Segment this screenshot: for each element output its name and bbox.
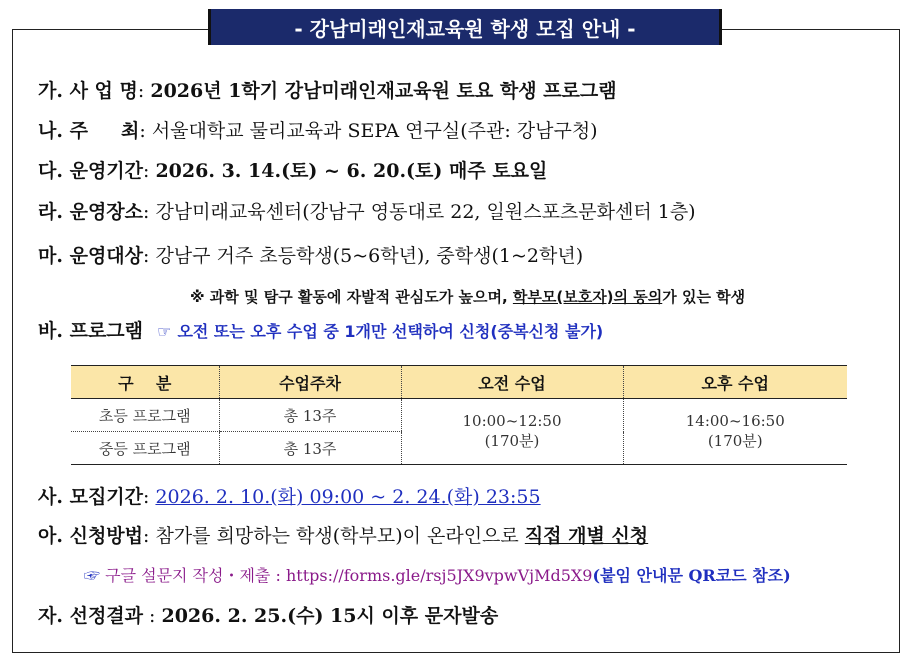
item-apply-method: 아. 신청방법: 참가를 희망하는 학생(학부모)이 온라인으로 직접 개별 신청: [38, 525, 649, 547]
form-prefix: 구글 설문지 작성・제출 :: [105, 566, 286, 585]
item-target: 마. 운영대상: 강남구 거주 초등학생(5~6학년), 중학생(1~2학년): [38, 245, 584, 267]
pm-time: 14:00~16:50: [685, 412, 785, 430]
note-text: ※ 과학 및 탐구 활동에 자발적 관심도가 높으며,: [190, 288, 513, 306]
item-value: 2026. 2. 25.(수) 15시 이후 문자발송: [161, 605, 499, 627]
target-note: [190, 286, 745, 307]
cell-division: 초등 프로그램: [71, 399, 219, 432]
item-business-name: 가. 사 업 명: 2026년 1학기 강남미래인재교육원 토요 학생 프로그램: [38, 80, 617, 102]
schedule-table: [71, 365, 847, 465]
item-label: 가. 사 업 명: [38, 80, 138, 102]
am-duration: (170분): [484, 432, 540, 450]
header-weeks: 수업주차: [219, 366, 401, 399]
form-url-link[interactable]: https://forms.gle/rsj5JX9vpwVjMd5X9: [285, 566, 593, 585]
item-label: 아. 신청방법: [38, 525, 143, 547]
pm-duration: (170분): [707, 432, 763, 450]
item-organizer: 나. 주 최: 서울대학교 물리교육과 SEPA 연구실(주관: 강남구청): [38, 120, 598, 142]
form-line: [84, 563, 791, 589]
cell-am: [401, 399, 623, 465]
item-label: 바. 프로그램: [38, 320, 143, 342]
cell-pm: [623, 399, 847, 465]
item-label: 다. 운영기간: [38, 160, 143, 182]
item-result: 자. 선정결과 : 2026. 2. 25.(수) 15시 이후 문자발송: [38, 605, 499, 627]
item-label: 나. 주 최: [38, 120, 140, 142]
item-value: 2026. 2. 10.(화) 09:00 ~ 2. 24.(화) 23:55: [155, 486, 541, 508]
item-label: 자. 선정결과: [38, 605, 143, 627]
item-location: 라. 운영장소: 강남미래교육센터(강남구 영동대로 22, 일원스포츠문화센터 1층): [38, 201, 696, 223]
header-division: 구 분: [71, 366, 219, 399]
cell-division: 중등 프로그램: [71, 432, 219, 465]
cell-weeks: 총 13주: [219, 399, 401, 432]
form-suffix: (붙임 안내문 QR코드 참조): [592, 566, 791, 585]
item-value: 참가를 희망하는 학생(학부모)이 온라인으로: [155, 525, 525, 547]
am-time: 10:00~12:50: [462, 412, 562, 430]
item-value: 오전 또는 오후 수업 중 1개만 선택하여 신청(중복신청 불가): [177, 322, 604, 341]
item-program: [38, 318, 603, 345]
header-am: 오전 수업: [401, 366, 623, 399]
cell-weeks: 총 13주: [219, 432, 401, 465]
note-underlined: 학부모(보호자)의 동의: [512, 288, 663, 306]
item-value: 강남미래교육센터(강남구 영동대로 22, 일원스포츠문화센터 1층): [155, 201, 696, 223]
item-emphasis: 직접 개별 신청: [524, 525, 649, 547]
header-pm: 오후 수업: [623, 366, 847, 399]
item-value: 2026. 3. 14.(토) ~ 6. 20.(토) 매주 토요일: [155, 160, 548, 182]
item-recruit-period: 사. 모집기간: 2026. 2. 10.(화) 09:00 ~ 2. 24.(화) 23:55: [38, 486, 541, 508]
item-value: 2026년 1학기 강남미래인재교육원 토요 학생 프로그램: [150, 80, 617, 102]
item-value: 강남구 거주 초등학생(5~6학년), 중학생(1~2학년): [155, 245, 584, 267]
note-suffix: 가 있는 학생: [662, 288, 746, 306]
pointing-hand-icon: ☞: [84, 566, 101, 585]
notice-title: - 강남미래인재교육원 학생 모집 안내 -: [208, 9, 722, 45]
item-value: 서울대학교 물리교육과 SEPA 연구실(주관: 강남구청): [151, 120, 598, 142]
pointing-hand-icon: ☞: [157, 322, 172, 341]
table-row: [71, 399, 847, 432]
item-label: 마. 운영대상: [38, 245, 143, 267]
item-label: 라. 운영장소: [38, 201, 143, 223]
item-period: 다. 운영기간: 2026. 3. 14.(토) ~ 6. 20.(토) 매주 토요일: [38, 160, 548, 182]
item-label: 사. 모집기간: [38, 486, 143, 508]
